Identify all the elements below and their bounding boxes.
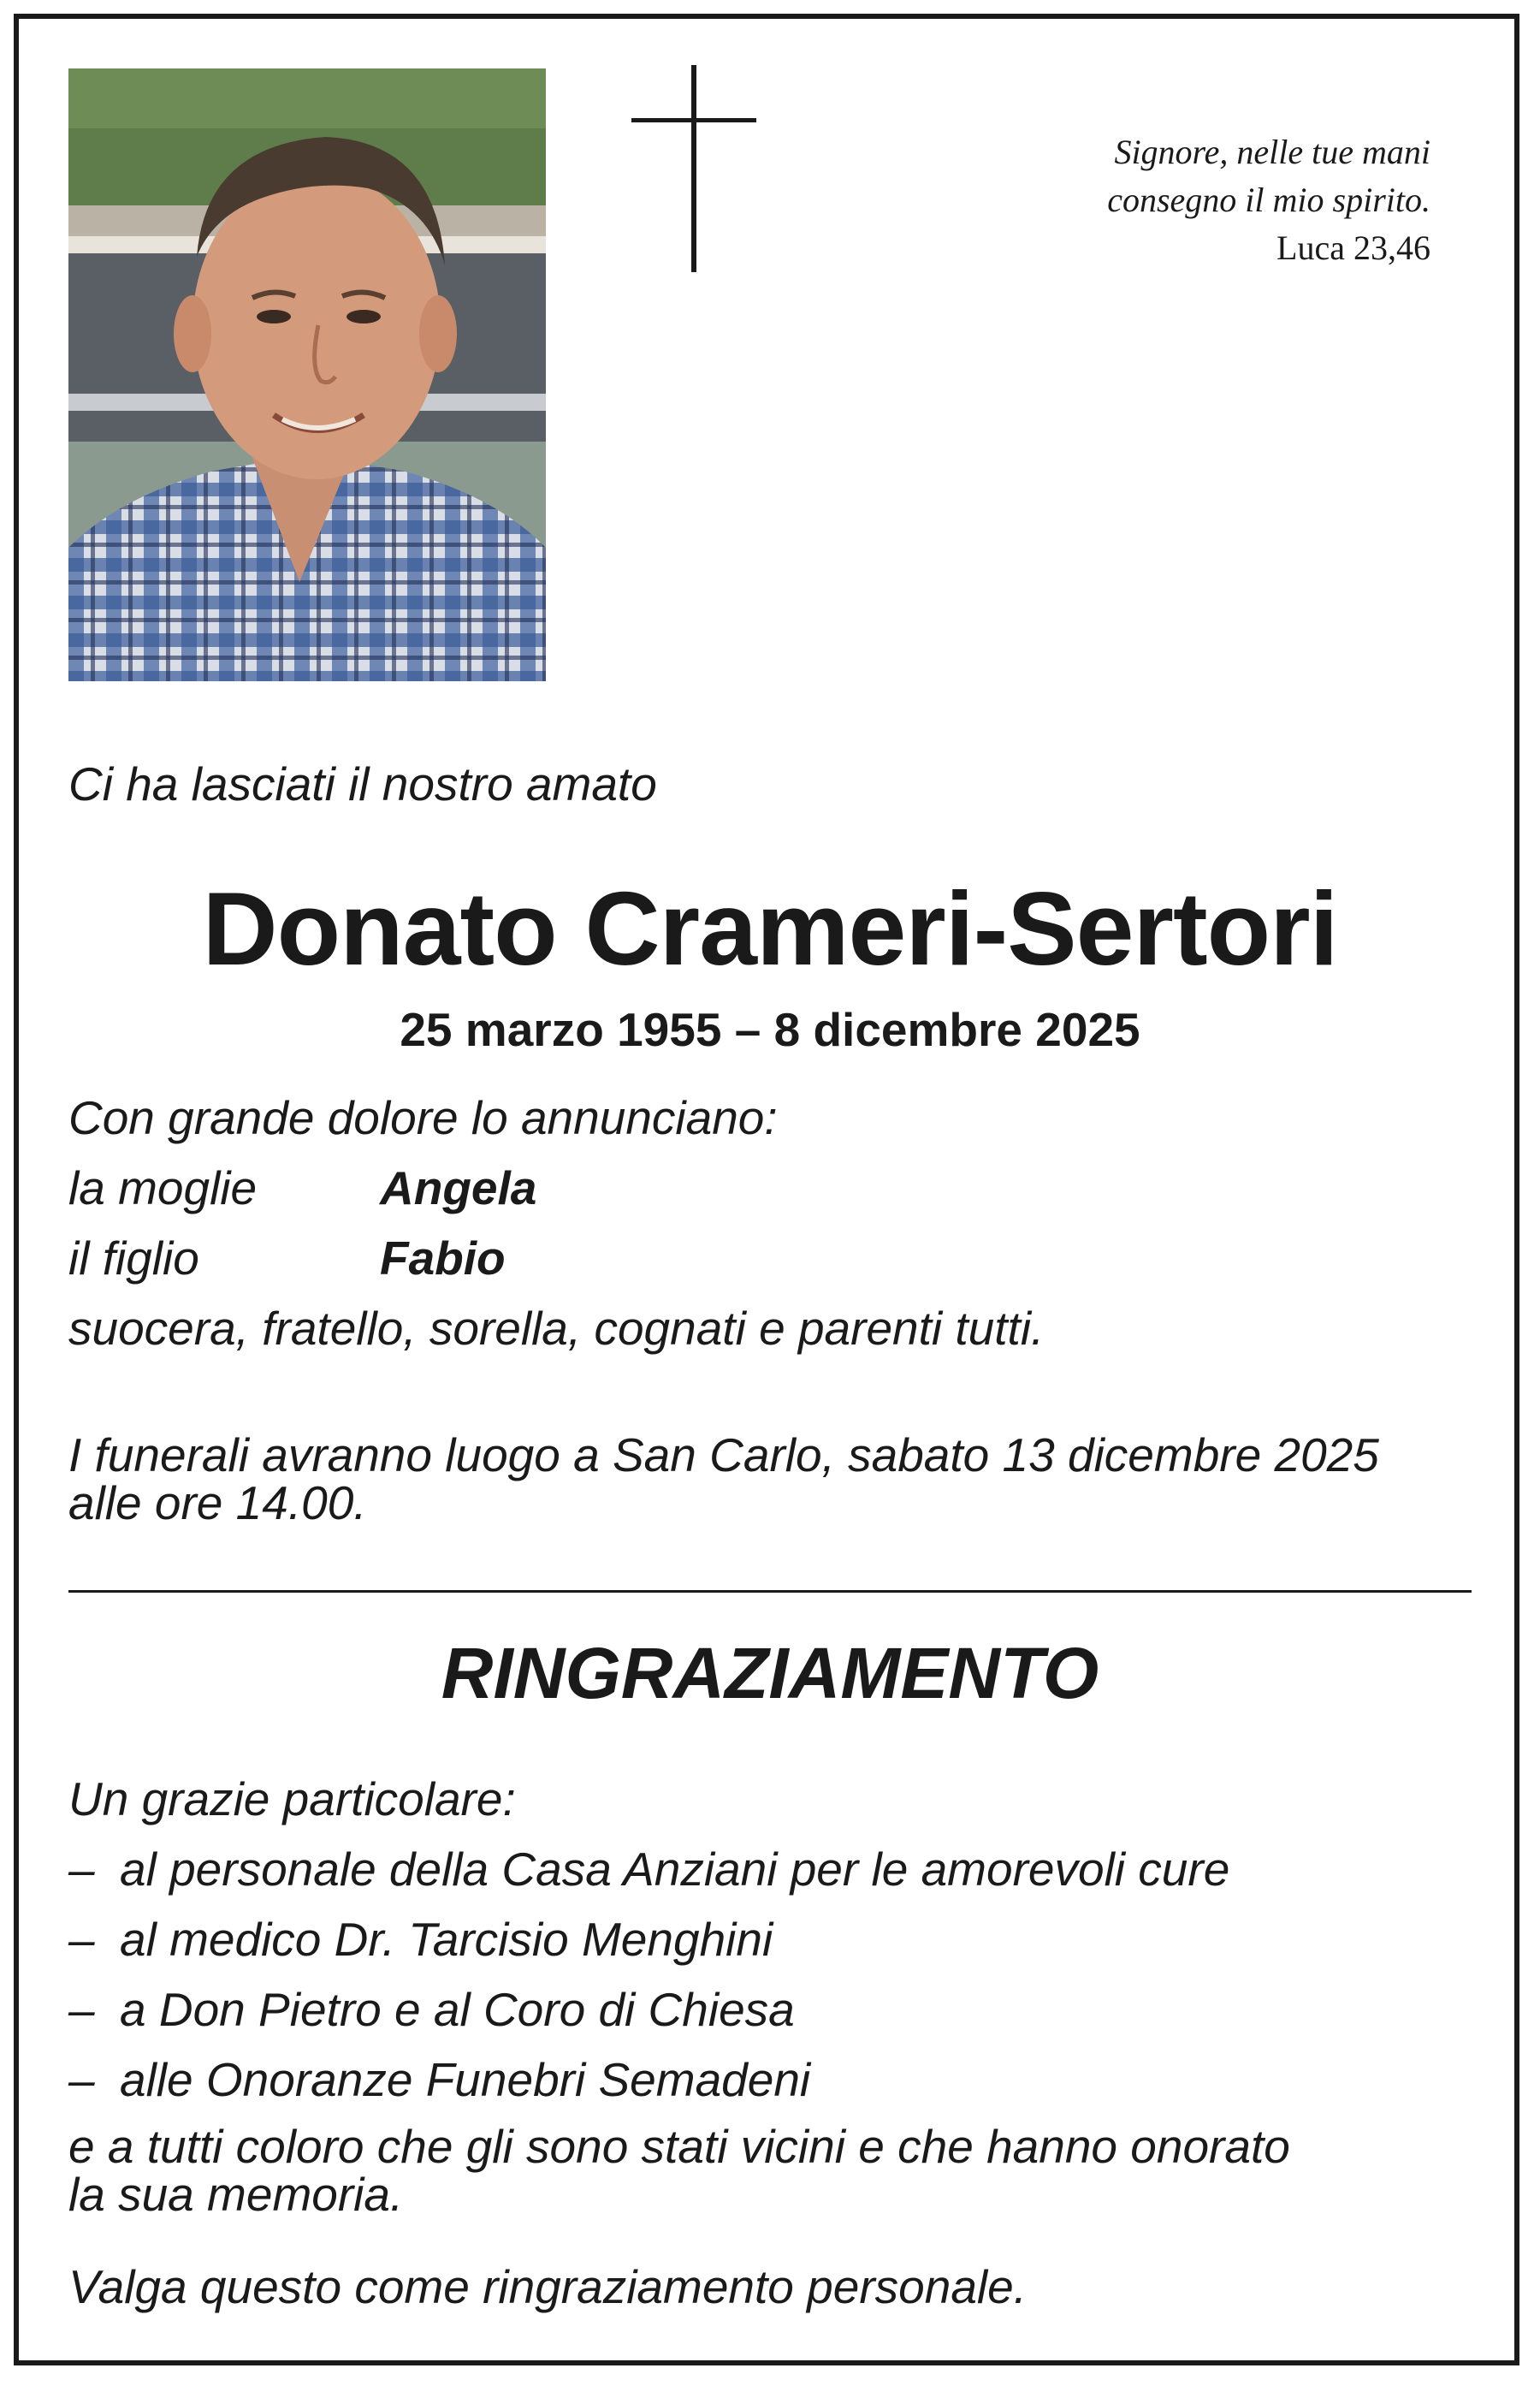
relative-name: Angela — [380, 1161, 537, 1214]
funeral-line: alle ore 14.00. — [68, 1476, 367, 1529]
thanks-item — [68, 2052, 810, 2107]
thanks-heading: RINGRAZIAMENTO — [441, 1633, 1099, 1713]
relative-label: la moglie — [68, 1161, 258, 1214]
intro-text: Ci ha lasciati il nostro amato — [68, 757, 657, 810]
relative-name: Fabio — [380, 1232, 506, 1285]
dash: – — [68, 1843, 95, 1896]
divider — [68, 1590, 1472, 1593]
relative-row — [68, 1231, 506, 1285]
dash: – — [68, 1913, 95, 1966]
closing-line: e a tutti coloro che gli sono stati vicini e che hanno onorato — [68, 2120, 1290, 2173]
thanks-item-text: alle Onoranze Funebri Semadeni — [120, 2053, 811, 2106]
relative-label: il figlio — [68, 1232, 199, 1285]
thanks-closing — [68, 2120, 1290, 2221]
other-relatives: suocera, fratello, sorella, cognati e parenti tutti. — [68, 1302, 1045, 1355]
thanks-item — [68, 1982, 795, 2037]
quote-line: consegno il mio spirito. — [1107, 181, 1430, 219]
thanks-item-text: a Don Pietro e al Coro di Chiesa — [120, 1983, 795, 2036]
bible-quote — [1107, 128, 1430, 272]
quote-line: Signore, nelle tue mani — [1114, 133, 1430, 171]
thanks-item-text: al medico Dr. Tarcisio Menghini — [120, 1913, 773, 1966]
announcement-intro: Con grande dolore lo annunciano: — [68, 1091, 778, 1144]
portrait-photo — [68, 68, 546, 681]
final-line: Valga questo come ringraziamento personale. — [68, 2260, 1028, 2313]
thanks-item — [68, 1842, 1229, 1896]
thanks-intro: Un grazie particolare: — [68, 1772, 516, 1825]
dash: – — [68, 2053, 95, 2106]
quote-reference: Luca 23,46 — [1276, 229, 1430, 267]
relative-row — [68, 1160, 536, 1215]
closing-line: la sua memoria. — [68, 2168, 404, 2221]
thanks-item-text: al personale della Casa Anziani per le amorevoli cure — [120, 1843, 1230, 1896]
cross-icon — [631, 65, 758, 276]
funeral-info — [68, 1428, 1379, 1529]
thanks-item — [68, 1912, 773, 1967]
funeral-line: I funerali avranno luogo a San Carlo, sabato 13 dicembre 2025 — [68, 1428, 1379, 1481]
deceased-name: Donato Crameri-Sertori — [202, 870, 1338, 987]
dash: – — [68, 1983, 95, 2036]
life-dates: 25 marzo 1955 – 8 dicembre 2025 — [400, 1003, 1140, 1056]
